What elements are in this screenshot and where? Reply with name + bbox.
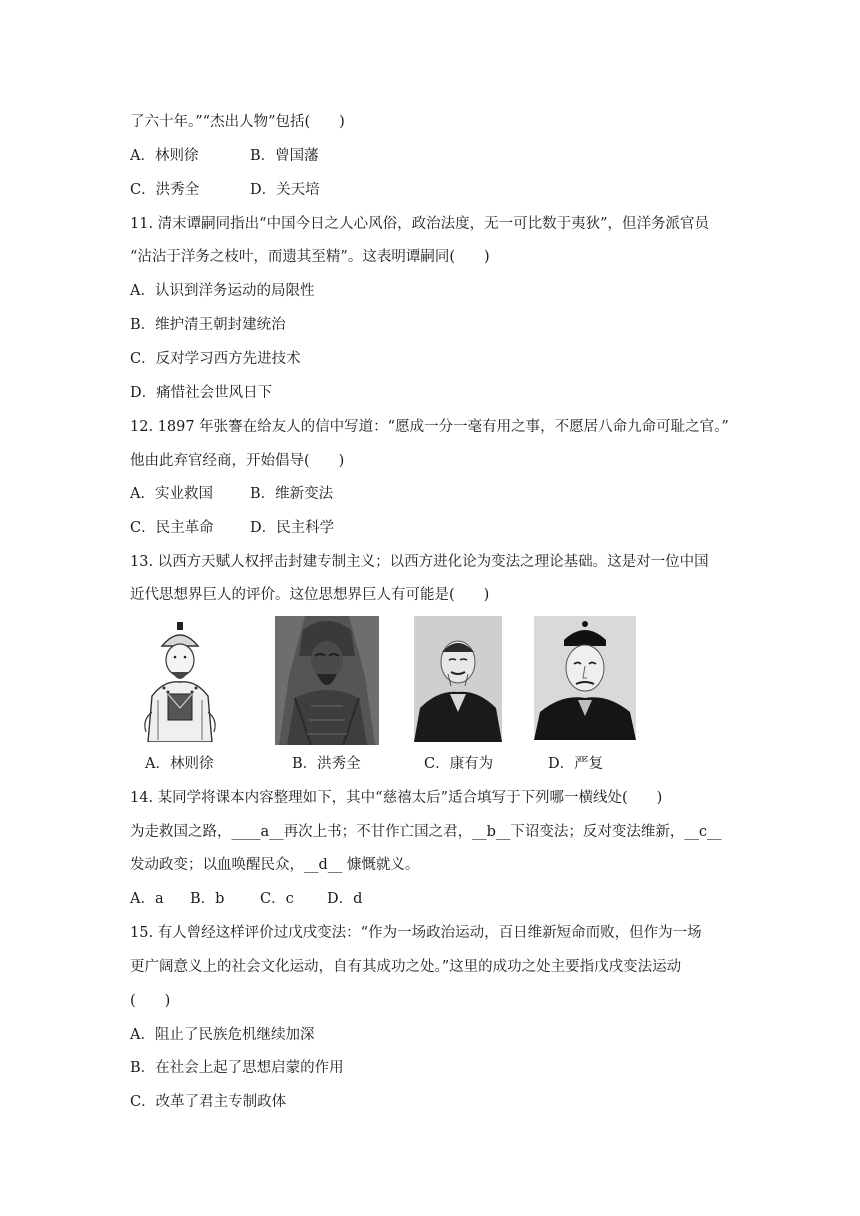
q12-option-a: A．实业救国 [130,486,213,502]
q15-option-a: A．阻止了民族危机继续加深 [130,1027,315,1043]
portrait-yan-fu [534,616,636,740]
q10-option-d: D．关天培 [250,182,320,198]
q11-stem-line2: “沾沾于洋务之枝叶，而遗其至精”。这表明谭嗣同( ) [130,249,490,265]
q15-option-c: C．改革了君主专制政体 [130,1094,287,1110]
q14-stem-line2: 为走救国之路，____a__再次上书；不甘作亡国之君，__b__下诏变法；反对变法维新，__c__ [130,824,722,840]
q15-stem-line3: ( ) [130,993,171,1009]
q13-option-a: A．林则徐 [145,756,214,772]
portrait-kang-youwei [414,616,502,742]
q15-option-b: B．在社会上起了思想启蒙的作用 [130,1060,344,1076]
q10-stem-tail: 了六十年。”“杰出人物”包括( ) [130,114,345,130]
q14-option-d: D．d [327,891,363,907]
q12-option-d: D．民主科学 [250,520,335,536]
q15-stem-line1: 15. 有人曾经这样评价过戊戌变法：“作为一场政治运动，百日维新短命而败，但作为一场 [130,925,702,941]
q13-option-d: D．严复 [548,756,604,772]
q13-option-c: C．康有为 [424,756,494,772]
q14-stem-line1: 14. 某同学将课本内容整理如下，其中“慈禧太后”适合填写于下列哪一横线处( ) [130,790,663,806]
q12-stem-line2: 他由此弃官经商，开始倡导( ) [130,453,345,469]
q11-option-b: B．维护清王朝封建统治 [130,317,286,333]
q11-option-d: D．痛惜社会世风日下 [130,385,273,401]
q14-option-a: A．a [130,891,164,907]
q12-stem-line1: 12. 1897 年张謇在给友人的信中写道：“愿成一分一毫有用之事，不愿居八命九命可耻之官。” [130,419,729,435]
q14-stem-line3: 发动政变；以血唤醒民众，__d__ 慷慨就义。 [130,857,420,873]
q15-stem-line2: 更广阔意义上的社会文化运动，自有其成功之处。”这里的成功之处主要指戊戌变法运动 [130,959,682,975]
q12-option-c: C．民主革命 [130,520,214,536]
portrait-hong-xiuquan [275,616,379,745]
q11-stem-line1: 11. 清末谭嗣同指出“中国今日之人心风俗，政治法度，无一可比数于夷狄”，但洋务派官员 [130,216,709,232]
q14-option-c: C．c [260,891,294,907]
q10-option-c: C．洪秀全 [130,182,200,198]
q13-stem-line2: 近代思想界巨人的评价。这位思想界巨人有可能是( ) [130,587,490,603]
q11-option-c: C．反对学习西方先进技术 [130,351,301,367]
q11-option-a: A．认识到洋务运动的局限性 [130,283,315,299]
q10-option-a: A．林则徐 [130,148,199,164]
q13-stem-line1: 13. 以西方天赋人权抨击封建专制主义；以西方进化论为变法之理论基础。这是对一位中国 [130,554,709,570]
q13-option-b: B．洪秀全 [292,756,361,772]
q10-option-b: B．曾国藩 [250,148,319,164]
portrait-lin-zexu [128,616,232,742]
q14-option-b: B．b [190,891,225,907]
q12-option-b: B．维新变法 [250,486,334,502]
